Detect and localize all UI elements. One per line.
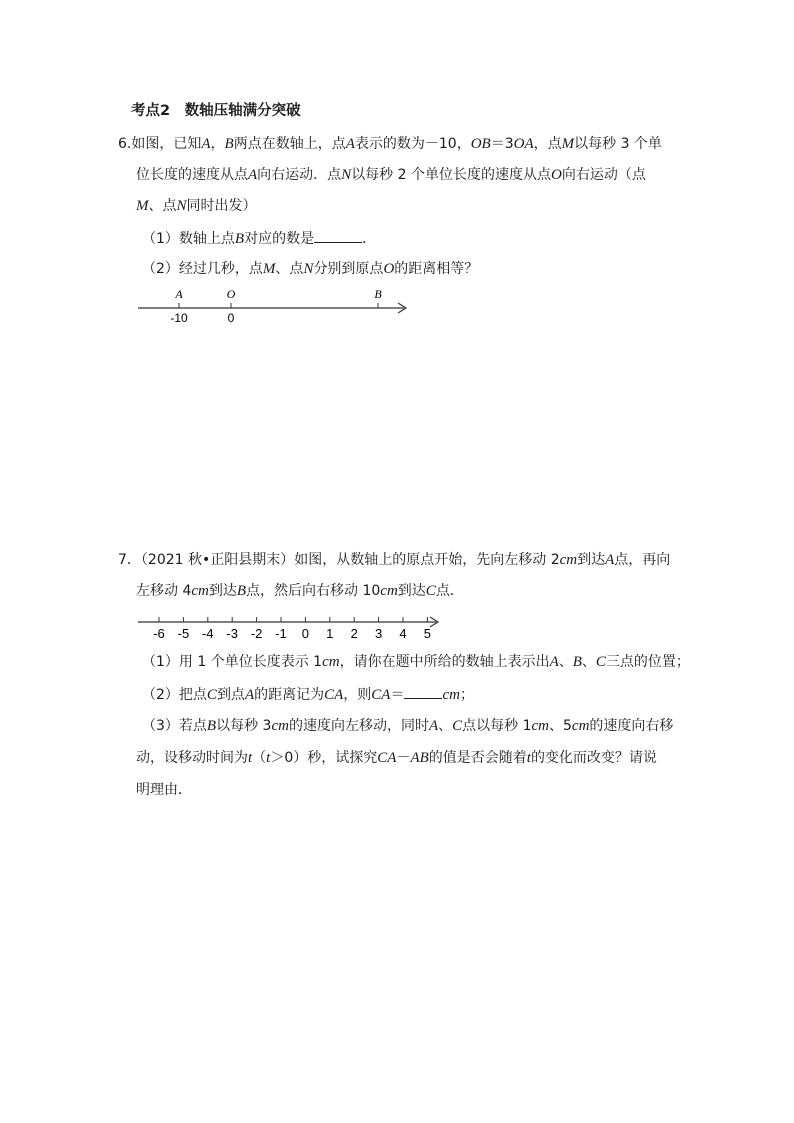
unit: cm [531,718,549,734]
unit: cm [442,687,460,703]
text: 动，设移动时间为 [136,750,248,766]
var: N [303,261,314,277]
q7-line-2 [136,581,464,601]
text: 同时出发） [186,198,257,214]
var: C [452,718,463,734]
text: ＝ [390,687,405,703]
text: 的距离相等？ [394,261,479,277]
var: M [262,261,276,277]
text: － [396,750,411,766]
text: 到达 [397,583,426,599]
text: 、 [558,654,573,670]
text: 、 [581,654,596,670]
text: 点，再向 [614,552,671,568]
text: 对应的数是 [244,231,315,247]
text: 向右运动．点 [257,167,342,183]
var: B [224,136,234,152]
text: 左移动 4 [136,583,192,599]
text: 三点的位置； [605,654,690,670]
tick-label: 0 [301,626,310,641]
var: N [176,198,187,214]
var: t [248,750,253,766]
text: ＞0）秒，试探究 [270,750,378,766]
text: 、 [438,718,453,734]
q6-line-3 [136,196,257,216]
label-point-b: B [374,287,382,301]
text: 以每秒 3 [216,718,272,734]
tick-label: -3 [226,626,238,641]
var: A [605,552,615,568]
text: ，请你在题中所给的数轴上表示出 [339,654,550,670]
q7-line-1 [118,550,670,570]
var: A [549,654,559,670]
text: 、点 [148,198,177,214]
unit: cm [559,552,578,568]
text: 以每秒 2 个单位长度的速度从点 [351,167,551,183]
var: B [206,718,217,734]
var: AB [410,750,429,766]
text: 两点在数轴上，点 [233,136,346,152]
tick-label: 2 [350,626,358,641]
var: A [428,718,439,734]
text: ； [459,687,474,703]
tick-label: -5 [177,626,190,641]
tick-label: -1 [275,626,287,641]
text: 点，然后向右移动 10 [246,583,381,599]
text: 表示的数为－10， [354,136,471,152]
text: 点． [435,583,464,599]
text: 、5 [549,718,572,734]
q7-sub-3-line-2 [136,748,657,768]
var: OA [513,136,534,152]
q6-line-1 [118,134,662,154]
tick-label: -4 [202,626,214,641]
label-point-o: O [226,287,236,301]
q7-sub-2 [142,684,474,705]
text: 的速度向右移 [589,718,674,734]
q7-number-line [130,608,450,644]
text: 的变化而改变？请说 [530,750,657,766]
var: A [345,136,355,152]
value-o: 0 [227,311,235,325]
var: M [136,198,149,214]
var: B [236,583,247,599]
answer-blank[interactable] [314,228,362,243]
var: A [244,687,255,703]
value-a: -10 [170,311,188,325]
text: （ [252,750,267,766]
q6-sub-2 [142,259,478,279]
answer-blank[interactable] [404,684,442,699]
var: M [561,136,575,152]
unit: cm [191,583,209,599]
tick-label: 4 [399,626,407,641]
q6-sub-1 [142,228,376,249]
text: （2）把点 [142,687,207,703]
text: 、点 [275,261,304,277]
tick-group [153,617,431,641]
text: ，则 [343,687,372,703]
var: CA [371,687,391,703]
q7-sub-1 [142,652,690,672]
text: ＝3 [490,136,514,152]
text: ， [210,136,225,152]
text: 到达 [577,552,606,568]
var: A [248,167,258,183]
text: 以每秒 3 个单 [574,136,662,152]
q6-number-line [130,284,420,328]
text: 位长度的速度从点 [136,167,248,183]
var: O [383,261,395,277]
var: N [341,167,352,183]
text: （2）经过几秒，点 [142,261,263,277]
var: t [526,750,531,766]
tick-label: -6 [153,626,165,641]
label-point-a: A [175,287,183,301]
tick-label: 5 [423,626,432,641]
tick-label: 3 [374,626,383,641]
var: A [201,136,211,152]
var: OB [470,136,491,152]
var: C [206,687,217,703]
q7-sub-3-line-3 [136,780,192,800]
text: ． [362,231,377,247]
var: C [595,654,606,670]
var: O [551,167,562,183]
section-title: 考点2 数轴压轴满分突破 [131,103,301,119]
text: 明理由． [136,782,192,798]
q7-sub-3-line-1 [142,716,673,736]
var: CA [377,750,397,766]
text: 分别到原点 [313,261,384,277]
tick-label: -2 [250,626,263,641]
unit: cm [271,718,289,734]
text: 的距离记为 [254,687,325,703]
text: 向右运动（点 [561,167,646,183]
tick-label: 1 [326,626,334,641]
unit: cm [571,718,590,734]
text: （1）用 1 个单位长度表示 1 [142,654,323,670]
var: B [572,654,582,670]
text: 7．（2021 秋•正阳县期末）如图，从数轴上的原点开始，先向左移动 2 [118,552,560,568]
text: 的值是否会随着 [428,750,527,766]
var: C [425,583,436,599]
text: （1）数轴上点 [142,231,235,247]
text: （3）若点 [142,718,207,734]
text: 到点 [216,687,245,703]
q6-line-2 [136,165,646,185]
text: 的速度向左移动，同时 [288,718,429,734]
text: ，点 [533,136,562,152]
var: B [234,231,245,247]
unit: cm [322,654,340,670]
text: 到达 [208,583,237,599]
var: CA [324,687,344,703]
text: 6.如图，已知 [118,136,202,152]
var: t [266,750,271,766]
text: 点以每秒 1 [462,718,532,734]
unit: cm [380,583,398,599]
